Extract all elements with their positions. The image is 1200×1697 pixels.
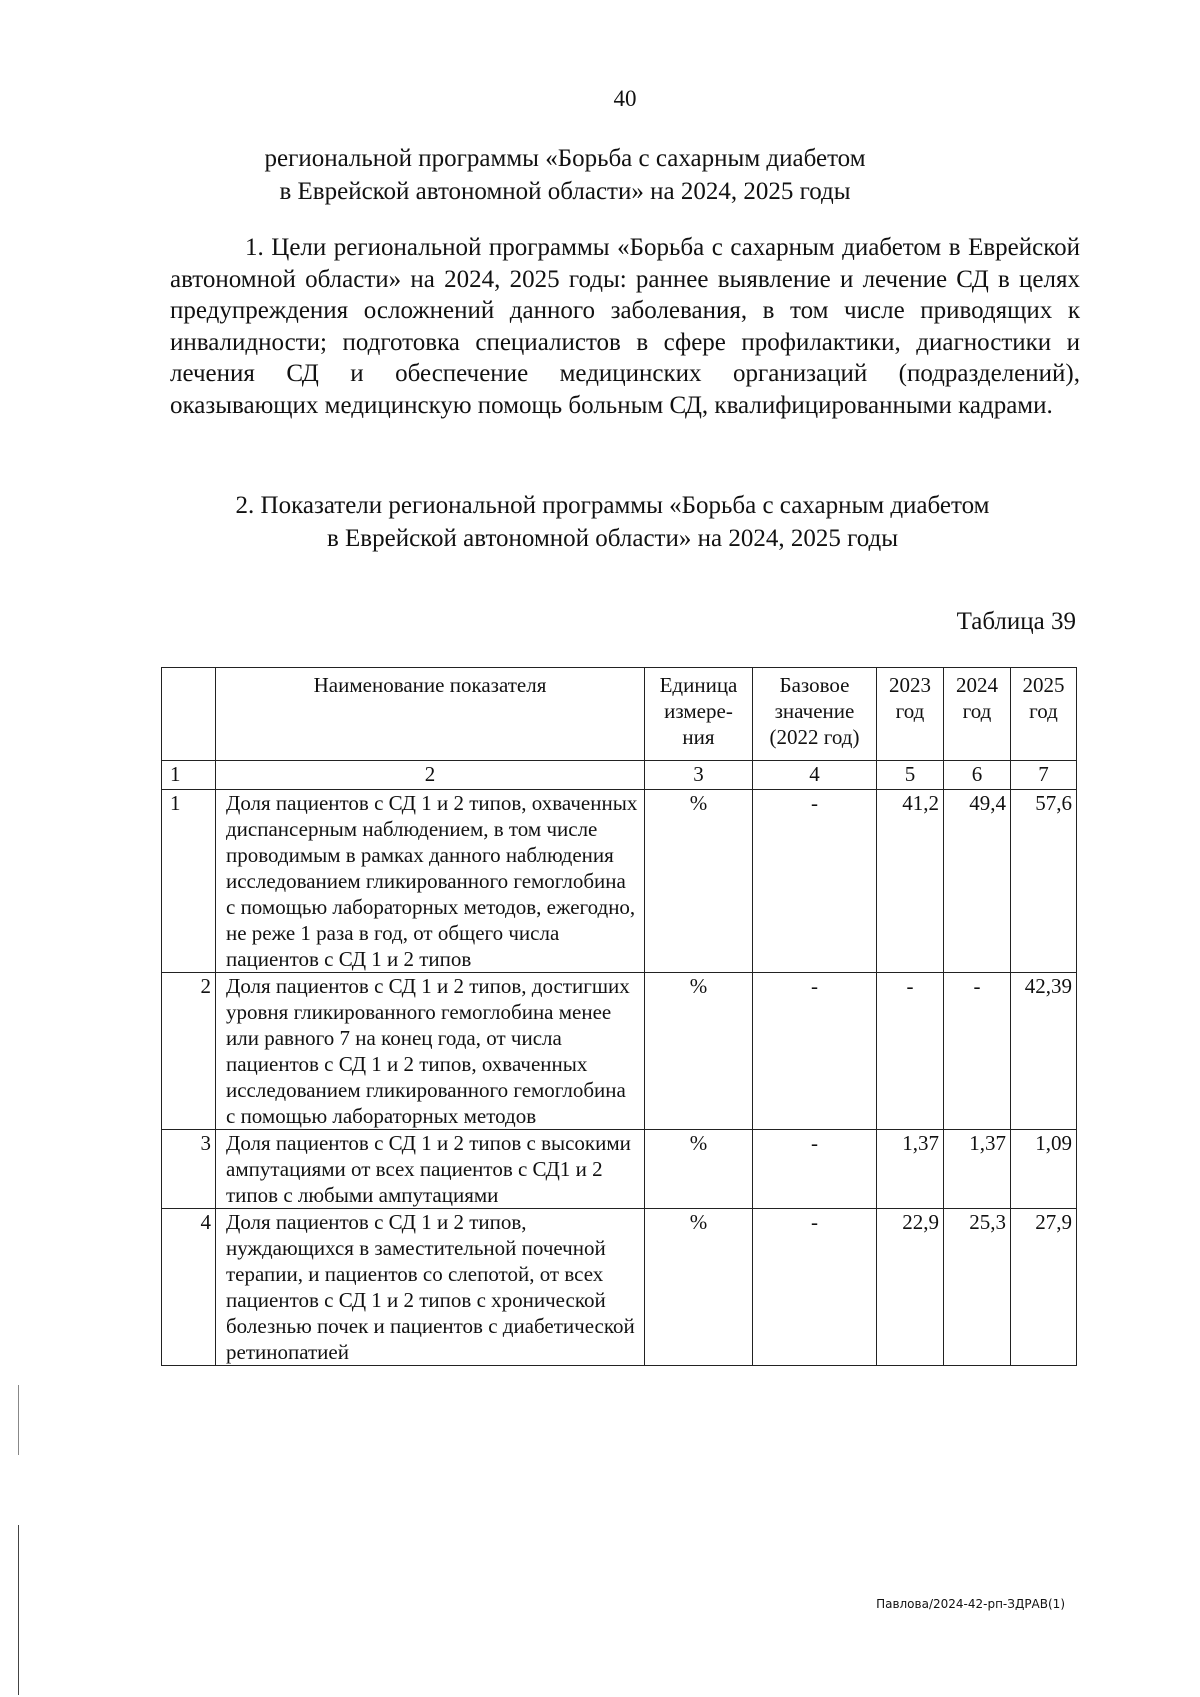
indicators-heading <box>0 489 1200 555</box>
header-base: Базовое значение (2022 год) <box>753 668 877 761</box>
goals-paragraph: 1. Цели региональной программы «Борьба с сахарным диабетом в Еврейской автономной области» на 2024, 2025 годы: раннее выявление и лечение СД в целях предупреждения осложнений данного заболевания, в том числе приводящих к инвалидности; подготовка специалистов в сфере профилактики, диагностики и лечения СД и обеспечение медицинских организаций (подразделений), оказывающих медицинскую помощь больным СД, квалифицированными кадрами. <box>170 234 1080 419</box>
row-index: 4 <box>162 1209 216 1366</box>
indicator-name: Доля пациентов с СД 1 и 2 типов, охваченных диспансерным наблюдением, в том числе проводимым в рамках данного наблюдения исследованием гликированного гемоглобина с помощью лабораторных методов, ежегодно, не реже 1 раза в год, от общего числа пациентов с СД 1 и 2 типов <box>216 790 645 973</box>
row-index: 2 <box>162 973 216 1130</box>
column-number: 7 <box>1011 761 1077 790</box>
table-header-row <box>162 668 1077 761</box>
header-index <box>162 668 216 761</box>
column-number: 5 <box>877 761 944 790</box>
document-footer-code: Павлова/2024-42-рп-ЗДРАВ(1) <box>876 1597 1065 1611</box>
value-2025-cell: 1,09 <box>1011 1130 1077 1209</box>
value-2024-cell: - <box>944 973 1011 1130</box>
value-2023-cell: 1,37 <box>877 1130 944 1209</box>
indicator-name: Доля пациентов с СД 1 и 2 типов, достигших уровня гликированного гемоглобина менее или равного 7 на конец года, от числа пациентов с СД 1 и 2 типов, охваченных исследованием гликированного гемоглобина с помощью лабораторных методов <box>216 973 645 1130</box>
column-number: 3 <box>645 761 753 790</box>
value-2025-cell: 42,39 <box>1011 973 1077 1130</box>
base-value-cell: - <box>753 973 877 1130</box>
heading-line: 2. Показатели региональной программы «Борьба с сахарным диабетом <box>235 492 990 519</box>
document-heading <box>0 142 1130 208</box>
table-row <box>162 790 1077 973</box>
heading-line: региональной программы «Борьба с сахарным диабетом <box>264 145 866 172</box>
table-row <box>162 1130 1077 1209</box>
scan-edge-mark <box>18 1525 19 1695</box>
unit-cell: % <box>645 790 753 973</box>
base-value-cell: - <box>753 1130 877 1209</box>
unit-cell: % <box>645 973 753 1130</box>
page-number: 40 <box>613 86 637 111</box>
header-unit: Единица измере-ния <box>645 668 753 761</box>
value-2024-cell: 49,4 <box>944 790 1011 973</box>
value-2025-cell: 57,6 <box>1011 790 1077 973</box>
header-2025: 2025 год <box>1011 668 1077 761</box>
unit-cell: % <box>645 1209 753 1366</box>
table-row <box>162 1209 1077 1366</box>
column-number: 2 <box>216 761 645 790</box>
row-index: 1 <box>162 790 216 973</box>
unit-cell: % <box>645 1130 753 1209</box>
heading-line: в Еврейской автономной области» на 2024, 2025 годы <box>326 525 899 552</box>
header-name: Наименование показателя <box>216 668 645 761</box>
base-value-cell: - <box>753 790 877 973</box>
column-number: 1 <box>162 761 216 790</box>
header-2024: 2024 год <box>944 668 1011 761</box>
row-index: 3 <box>162 1130 216 1209</box>
table-row <box>162 973 1077 1130</box>
value-2023-cell: - <box>877 973 944 1130</box>
table-label: Таблица 39 <box>956 608 1076 635</box>
column-number: 6 <box>944 761 1011 790</box>
value-2023-cell: 22,9 <box>877 1209 944 1366</box>
value-2024-cell: 1,37 <box>944 1130 1011 1209</box>
value-2025-cell: 27,9 <box>1011 1209 1077 1366</box>
column-number: 4 <box>753 761 877 790</box>
base-value-cell: - <box>753 1209 877 1366</box>
value-2023-cell: 41,2 <box>877 790 944 973</box>
header-2023: 2023 год <box>877 668 944 761</box>
indicators-table <box>161 667 1077 1366</box>
heading-line: в Еврейской автономной области» на 2024, 2025 годы <box>279 178 851 205</box>
column-number-row <box>162 761 1077 790</box>
indicator-name: Доля пациентов с СД 1 и 2 типов, нуждающихся в заместительной почечной терапии, и пациентов со слепотой, от всех пациентов с СД 1 и 2 типов с хронической болезнью почек и пациентов с диабетической ретинопатией <box>216 1209 645 1366</box>
indicator-name: Доля пациентов с СД 1 и 2 типов с высокими ампутациями от всех пациентов с СД1 и 2 типов с любыми ампутациями <box>216 1130 645 1209</box>
scan-edge-mark <box>18 1385 19 1455</box>
value-2024-cell: 25,3 <box>944 1209 1011 1366</box>
